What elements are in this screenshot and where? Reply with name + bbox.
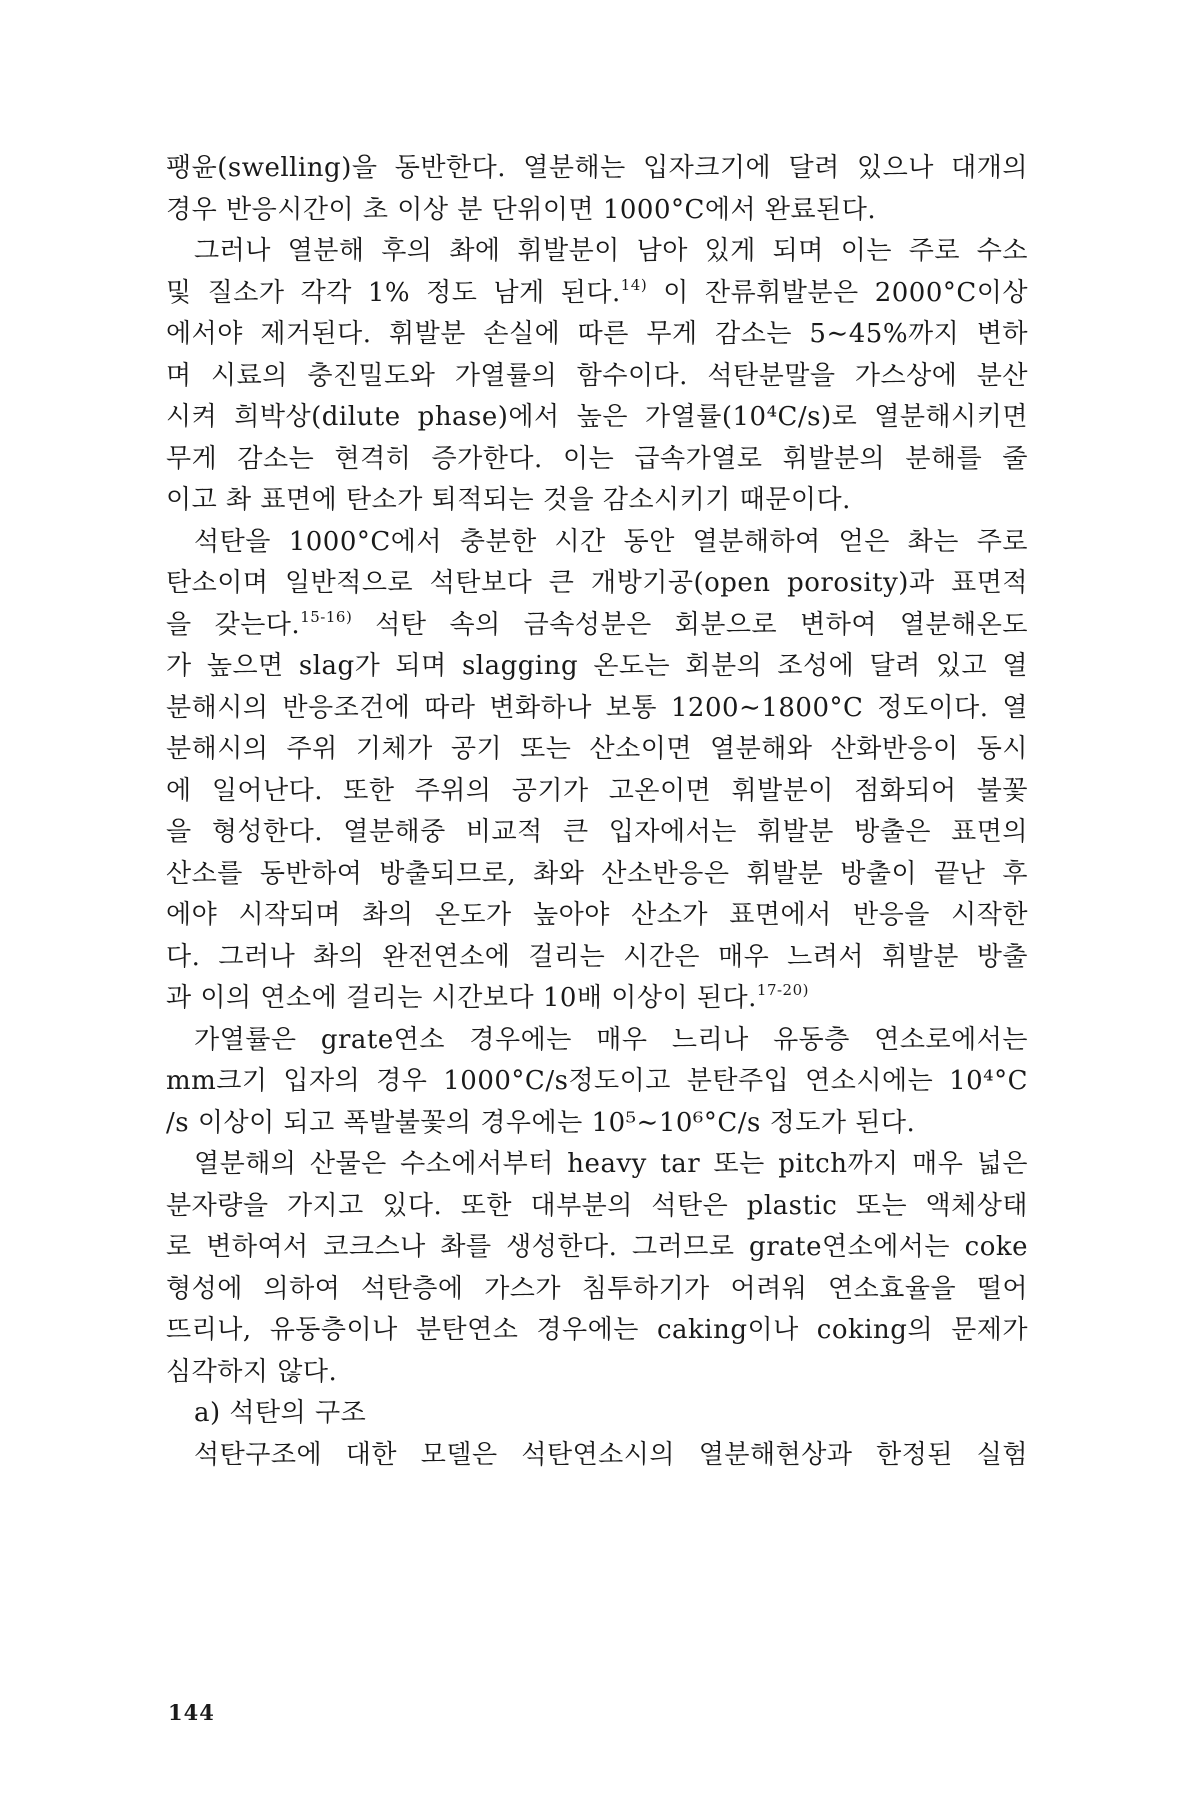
text-line: 이고 촤 표면에 탄소가 퇴적되는 것을 감소시키기 때문이다. bbox=[166, 485, 851, 515]
text-line: 시켜 희박상(dilute phase)에서 높은 가열률(10⁴C/s)로 열분해시키면 bbox=[166, 402, 1028, 432]
text-line: 분해시의 주위 기체가 공기 또는 산소이면 열분해와 산화반응이 동시 bbox=[166, 734, 1028, 764]
text-line: 가열률은 grate연소 경우에는 매우 느리나 유동층 연소로에서는 bbox=[194, 1024, 1028, 1055]
text-line: 형성에 의하여 석탄층에 가스가 침투하기가 어려워 연소효율을 떨어 bbox=[166, 1273, 1028, 1304]
text-line: 뜨리나, 유동층이나 분탄연소 경우에는 caking이나 coking의 문제가 bbox=[166, 1315, 1028, 1345]
text-line: 며 시료의 충진밀도와 가열률의 함수이다. 석탄분말을 가스상에 분산 bbox=[166, 360, 1028, 391]
text-line: 로 변하여서 코크스나 촤를 생성한다. 그러므로 grate연소에서는 coke bbox=[166, 1232, 1028, 1262]
text-line: 가 높으면 slag가 되며 slagging 온도는 회분의 조성에 달려 있고 열 bbox=[166, 651, 1028, 681]
text-line: /s 이상이 되고 폭발불꽃의 경우에는 10⁵∼10⁶°C/s 정도가 된다. bbox=[166, 1107, 916, 1138]
text-line: 경우 반응시간이 초 이상 분 단위이면 1000°C에서 완료된다. bbox=[166, 194, 877, 225]
text-line: mm크기 입자의 경우 1000°C/s정도이고 분탄주입 연소시에는 10⁴°C bbox=[166, 1066, 1028, 1096]
text-line: 분자량을 가지고 있다. 또한 대부분의 석탄은 plastic 또는 액체상태 bbox=[166, 1190, 1028, 1221]
footnote-ref: 14) bbox=[620, 275, 648, 294]
footnote-ref: 17-20) bbox=[756, 981, 810, 999]
text-line: 석탄을 1000°C에서 충분한 시간 동안 열분해하여 얻은 촤는 주로 bbox=[194, 526, 1028, 557]
text-line: 및 질소가 각각 1% 정도 남게 된다.$^{14)}$ 이 잔류휘발분은 2000°C이상 bbox=[166, 275, 1028, 308]
text-line: 팽윤(swelling)을 동반한다. 열분해는 입자크기에 달려 있으나 대개의 bbox=[166, 153, 1028, 183]
text-line: 에서야 제거된다. 휘발분 손실에 따른 무게 감소는 5∼45%까지 변하 bbox=[166, 319, 1028, 349]
text-line: 산소를 동반하여 방출되므로, 촤와 산소반응은 휘발분 방출이 끝난 후 bbox=[166, 858, 1028, 889]
text-line: 석탄구조에 대한 모델은 석탄연소시의 열분해현상과 한정된 실험 bbox=[194, 1439, 1028, 1470]
text-line: 과 이의 연소에 걸리는 시간보다 10배 이상이 된다.$^{17-20)}$ bbox=[166, 981, 810, 1013]
text-line: 분해시의 반응조건에 따라 변화하나 보통 1200∼1800°C 정도이다. 열 bbox=[166, 692, 1028, 723]
footnote-ref: 15-16) bbox=[300, 607, 353, 626]
text-line: 에 일어난다. 또한 주위의 공기가 고온이면 휘발분이 점화되어 불꽃 bbox=[166, 775, 1028, 806]
text-line: 탄소이며 일반적으로 석탄보다 큰 개방기공(open porosity)과 표면적 bbox=[166, 568, 1028, 598]
text-line: 다. 그러나 촤의 완전연소에 걸리는 시간은 매우 느려서 휘발분 방출 bbox=[166, 941, 1028, 972]
text-line: 을 형성한다. 열분해중 비교적 큰 입자에서는 휘발분 방출은 표면의 bbox=[166, 817, 1028, 847]
text-line: 에야 시작되며 촤의 온도가 높아야 산소가 표면에서 반응을 시작한 bbox=[166, 900, 1028, 930]
text-line: 심각하지 않다. bbox=[166, 1356, 338, 1387]
body-text bbox=[166, 148, 1028, 1476]
text-line: 열분해의 산물은 수소에서부터 heavy tar 또는 pitch까지 매우 넓은 bbox=[194, 1149, 1028, 1179]
text-line: 을 갖는다.$^{15-16)}$ 석탄 속의 금속성분은 회분으로 변하여 열분해온도 bbox=[166, 607, 1028, 640]
page-number: 144 bbox=[168, 1700, 215, 1725]
text-line: 무게 감소는 현격히 증가한다. 이는 급속가열로 휘발분의 분해를 줄 bbox=[166, 443, 1028, 474]
text-line: 그러나 열분해 후의 촤에 휘발분이 남아 있게 되며 이는 주로 수소 bbox=[194, 236, 1028, 266]
section-heading: a) 석탄의 구조 bbox=[194, 1398, 367, 1428]
